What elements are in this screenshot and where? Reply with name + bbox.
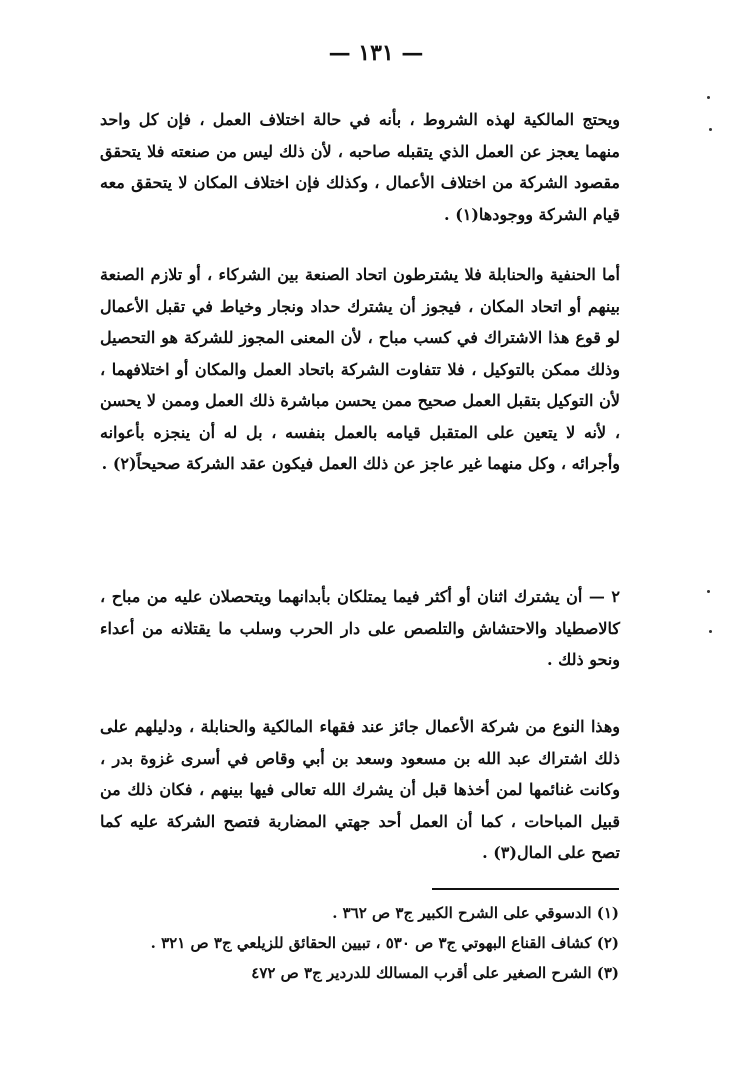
paragraph-evidence: وهذا النوع من شركة الأعمال جائز عند فقهاء المالكية والحنابلة ، ودليلهم على ذلك اشتراك عبد الله بن مسعود وسعد بن أبي وقاص في أسرى غزوة بدر ، وكانت غنائمها لمن أخذها قبل أن يشرك الله تعالى فيها بينهم ، فكان ذلك من قبيل المباحات ، كما أن العمل أحد جهتي المضاربة فتصح الشركة عليه كما تصح على المال(٣) .: [100, 717, 621, 862]
footnote-divider: [432, 888, 619, 890]
margin-speck: [709, 128, 712, 131]
page-number: — ١٣١ —: [328, 40, 424, 66]
margin-speck: [709, 630, 712, 633]
footnote-3: (٣) الشرح الصغير على أقرب المسالك للدردير ج٣ ص ٤٧٢: [251, 964, 619, 982]
footnote-2: (٢) كشاف القناع البهوتي ج٣ ص ٥٣٠ ، تبيين الحقائق للزيلعي ج٣ ص ٣٢١ .: [150, 934, 619, 952]
footnotes: [99, 898, 619, 988]
margin-speck: [707, 590, 710, 593]
paragraph-maliki-argument: ويحتج المالكية لهذه الشروط ، بأنه في حالة اختلاف العمل ، فإن كل واحد منهما يعجز عن العمل الذي يتقبله صاحبه ، لأن ذلك ليس من صنعته فلا يتحقق مقصود الشركة من اختلاف الأعمال ، وكذلك فإن اختلاف المكان لا يتحقق معه قيام الشركة ووجودها(١) .: [100, 110, 620, 224]
footnote-1: (١) الدسوقي على الشرح الكبير ج٣ ص ٣٦٢ .: [332, 904, 619, 922]
paragraph-hanafi-hanbali-view: أما الحنفية والحنابلة فلا يشترطون اتحاد الصنعة بين الشركاء ، أو تلازم الصنعة بينهم أو اتحاد المكان ، فيجوز أن يشترك حداد ونجار وخياط في تقبل الأعمال لو قوع هذا الاشتراك في كسب مباح ، لأن المعنى المجوز للشركة هو التحصيل وذلك ممكن بالتوكيل ، فلا تتفاوت الشركة باتحاد العمل والمكان أو اختلافهما ، لأن التوكيل بتقبل العمل صحيح ممن يحسن مباشرة ذلك العمل وممن لا يحسن ، لأنه لا يتعين على المتقبل قيامه بالعمل بنفسه ، بل له أن ينجزه بأعوانه وأجرائه ، وكل منهما غير عاجز عن ذلك العمل فيكون عقد الشركة صحيحاً(٢) .: [100, 265, 620, 473]
paragraph-second-type: ٢ — أن يشترك اثنان أو أكثر فيما يمتلكان بأبدانهما ويتحصلان عليه من مباح ، كالاصطياد والاحتشاش والتلصص على دار الحرب وسلب ما يقتلانه من أعداء ونحو ذلك .: [100, 587, 620, 669]
margin-speck: [707, 96, 710, 99]
